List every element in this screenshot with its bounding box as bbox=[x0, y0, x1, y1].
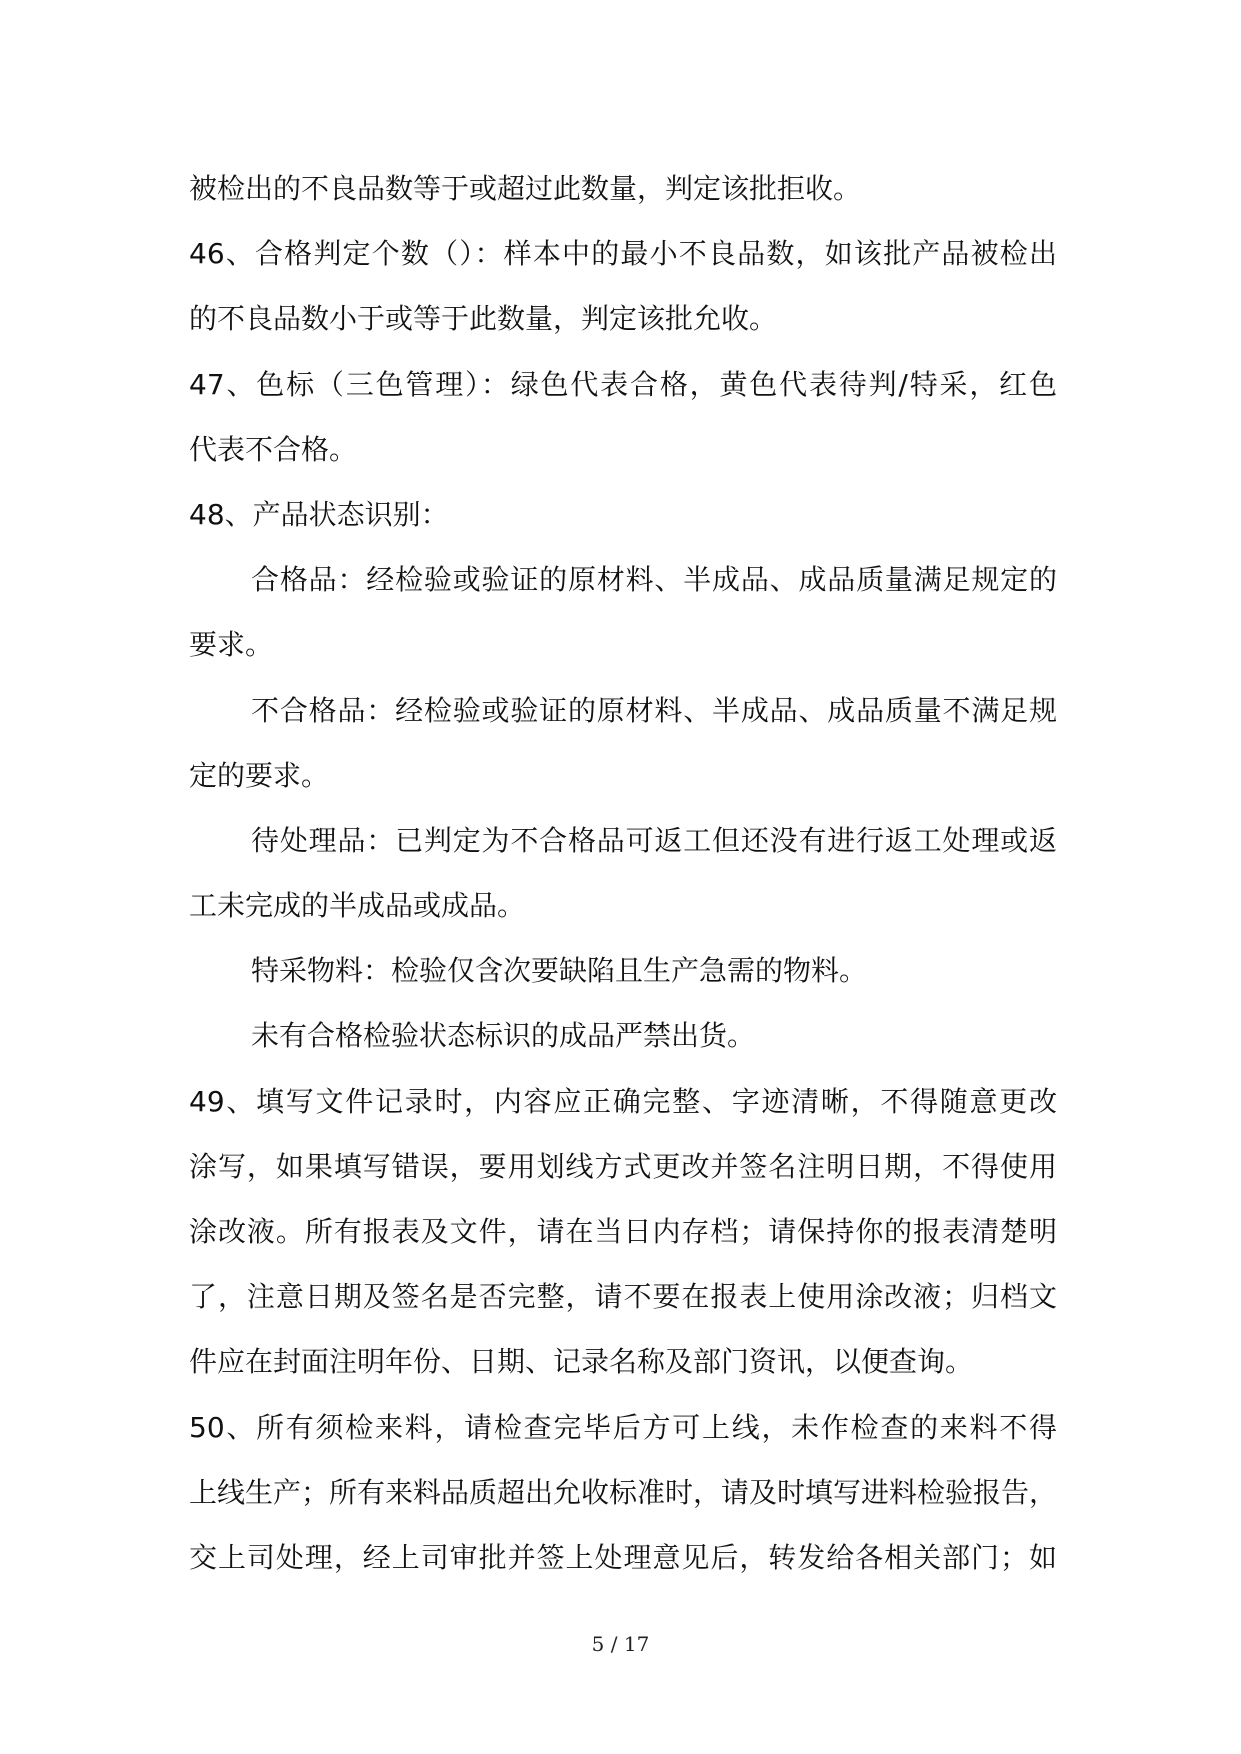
text-line: 上线生产；所有来料品质超出允收标准时，请及时填写进料检验报告， bbox=[189, 1475, 1057, 1509]
text-line: 48、产品状态识别： bbox=[189, 497, 449, 531]
text-line: 了，注意日期及签名是否完整，请不要在报表上使用涂改液；归档文 bbox=[189, 1280, 1057, 1314]
page-number: 5 / 17 bbox=[591, 1632, 650, 1656]
text-line: 代表不合格。 bbox=[189, 432, 358, 466]
text-line: 件应在封面注明年份、日期、记录名称及部门资讯，以便查询。 bbox=[189, 1345, 974, 1379]
text-line: 交上司处理，经上司审批并签上处理意见后，转发给各相关部门；如 bbox=[189, 1540, 1057, 1574]
text-line: 待处理品：已判定为不合格品可返工但还没有进行返工处理或返 bbox=[251, 823, 1057, 857]
text-line: 涂写，如果填写错误，要用划线方式更改并签名注明日期，不得使用 bbox=[189, 1149, 1057, 1183]
text-line: 不合格品：经检验或验证的原材料、半成品、成品质量不满足规 bbox=[251, 693, 1057, 727]
text-line: 50、所有须检来料，请检查完毕后方可上线，未作检查的来料不得 bbox=[189, 1410, 1057, 1444]
text-line: 工未完成的半成品或成品。 bbox=[189, 889, 526, 923]
text-line: 要求。 bbox=[189, 628, 274, 662]
text-line: 47、色标（三色管理）：绿色代表合格，黄色代表待判/特采，红色 bbox=[189, 367, 1057, 401]
text-line: 被检出的不良品数等于或超过此数量，判定该批拒收。 bbox=[189, 172, 862, 205]
text-line: 特采物料：检验仅含次要缺陷且生产急需的物料。 bbox=[251, 954, 868, 988]
text-line: 未有合格检验状态标识的成品严禁出货。 bbox=[251, 1019, 756, 1053]
text-line: 涂改液。所有报表及文件，请在当日内存档；请保持你的报表清楚明 bbox=[189, 1215, 1057, 1248]
text-line: 合格品：经检验或验证的原材料、半成品、成品质量满足规定的 bbox=[251, 563, 1057, 597]
text-line: 定的要求。 bbox=[189, 758, 330, 792]
body-text bbox=[189, 156, 1057, 1590]
text-line: 的不良品数小于或等于此数量，判定该批允收。 bbox=[189, 302, 778, 336]
text-line: 46、合格判定个数（）：样本中的最小不良品数，如该批产品被检出 bbox=[189, 237, 1057, 271]
text-line: 49、填写文件记录时，内容应正确完整、字迹清晰，不得随意更改 bbox=[189, 1084, 1057, 1118]
